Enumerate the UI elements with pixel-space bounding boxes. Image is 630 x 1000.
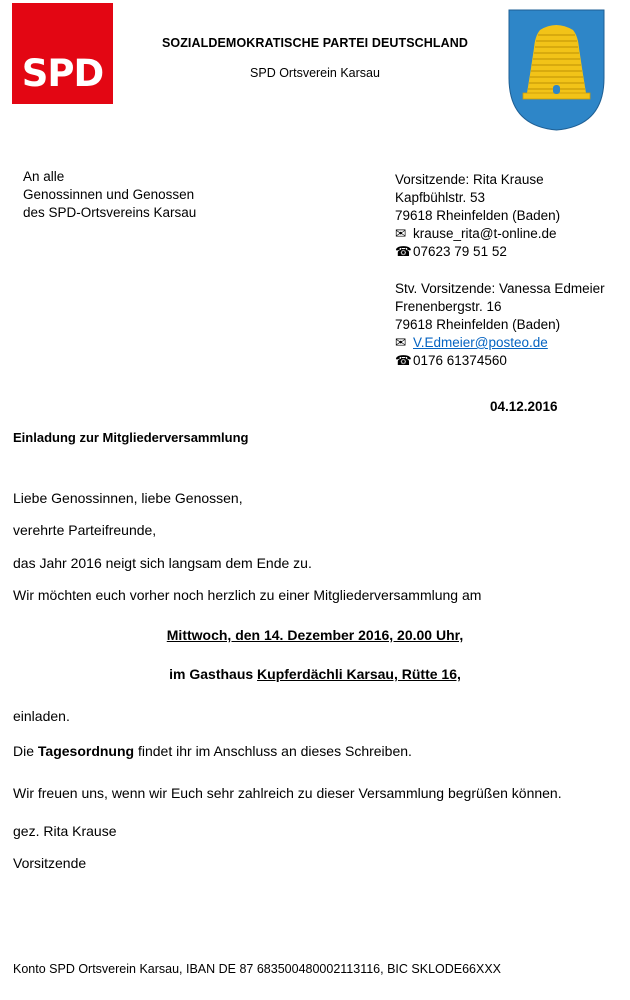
- signature-role: Vorsitzende: [13, 855, 87, 871]
- body-line: verehrte Parteifreunde,: [13, 522, 157, 538]
- contact-email-link[interactable]: V.Edmeier@posteo.de: [413, 335, 548, 350]
- signature-name: gez. Rita Krause: [13, 823, 117, 839]
- contact-role-name: Vorsitzende: Rita Krause: [395, 172, 544, 187]
- org-subtitle: SPD Ortsverein Karsau: [250, 66, 380, 80]
- contact-street: Kapfbühlstr. 53: [395, 190, 486, 205]
- contact-vice-chair: [395, 280, 605, 370]
- contact-phone-row: [395, 243, 560, 261]
- agenda-line: [13, 743, 412, 759]
- event-place-prefix: im Gasthaus: [169, 666, 258, 682]
- spd-logo-text: SPD: [21, 52, 104, 95]
- contact-phone: 0176 61374560: [413, 353, 507, 368]
- agenda-suffix: findet ihr im Anschluss an dieses Schreiben.: [134, 743, 412, 759]
- recipient-line: Genossinnen und Genossen: [23, 187, 195, 202]
- greeting: Liebe Genossinnen, liebe Genossen,: [13, 490, 243, 506]
- letter-date: 04.12.2016: [490, 399, 558, 414]
- agenda-bold: Tagesordnung: [37, 743, 135, 759]
- body-line: Wir möchten euch vorher noch herzlich zu einer Mitgliederversammlung am: [13, 587, 482, 603]
- body-line: das Jahr 2016 neigt sich langsam dem Ende zu.: [13, 555, 312, 571]
- contact-phone-row: [395, 352, 605, 370]
- bank-details-footer: Konto SPD Ortsverein Karsau, IBAN DE 87 683500480002113116, BIC SKLODE66XXX: [13, 962, 502, 976]
- envelope-icon: ✉: [395, 335, 407, 350]
- spd-logo: [12, 3, 113, 104]
- closing-line: Wir freuen uns, wenn wir Euch sehr zahlreich zu dieser Versammlung begrüßen können.: [13, 785, 562, 801]
- contact-role-name: Stv. Vorsitzende: Vanessa Edmeier: [395, 281, 605, 296]
- contact-street: Frenenbergstr. 16: [395, 299, 502, 314]
- coat-of-arms-icon: [506, 8, 607, 132]
- contact-email-row: [395, 225, 560, 243]
- event-place: Kupferdächli Karsau, Rütte 16,: [257, 666, 461, 682]
- phone-icon: ☎: [395, 244, 412, 259]
- body-line: einladen.: [13, 708, 70, 724]
- recipient-line: des SPD-Ortsvereins Karsau: [23, 205, 197, 220]
- agenda-prefix: Die: [13, 743, 38, 759]
- recipient-block: [23, 168, 196, 222]
- contact-chair: [395, 171, 560, 261]
- contact-email-row: [395, 334, 605, 352]
- recipient-line: An alle: [23, 169, 65, 184]
- contact-phone: 07623 79 51 52: [413, 244, 507, 259]
- envelope-icon: ✉: [395, 226, 407, 241]
- event-datetime: Mittwoch, den 14. Dezember 2016, 20.00 Uhr,: [166, 627, 464, 643]
- org-title: SOZIALDEMOKRATISCHE PARTEI DEUTSCHLAND: [161, 36, 469, 50]
- contact-city: 79618 Rheinfelden (Baden): [395, 208, 561, 223]
- event-location: [0, 666, 630, 682]
- phone-icon: ☎: [395, 353, 412, 368]
- contact-email: krause_rita@t-online.de: [413, 226, 557, 241]
- contact-city: 79618 Rheinfelden (Baden): [395, 317, 561, 332]
- letter-subject: Einladung zur Mitgliederversammlung: [13, 430, 249, 445]
